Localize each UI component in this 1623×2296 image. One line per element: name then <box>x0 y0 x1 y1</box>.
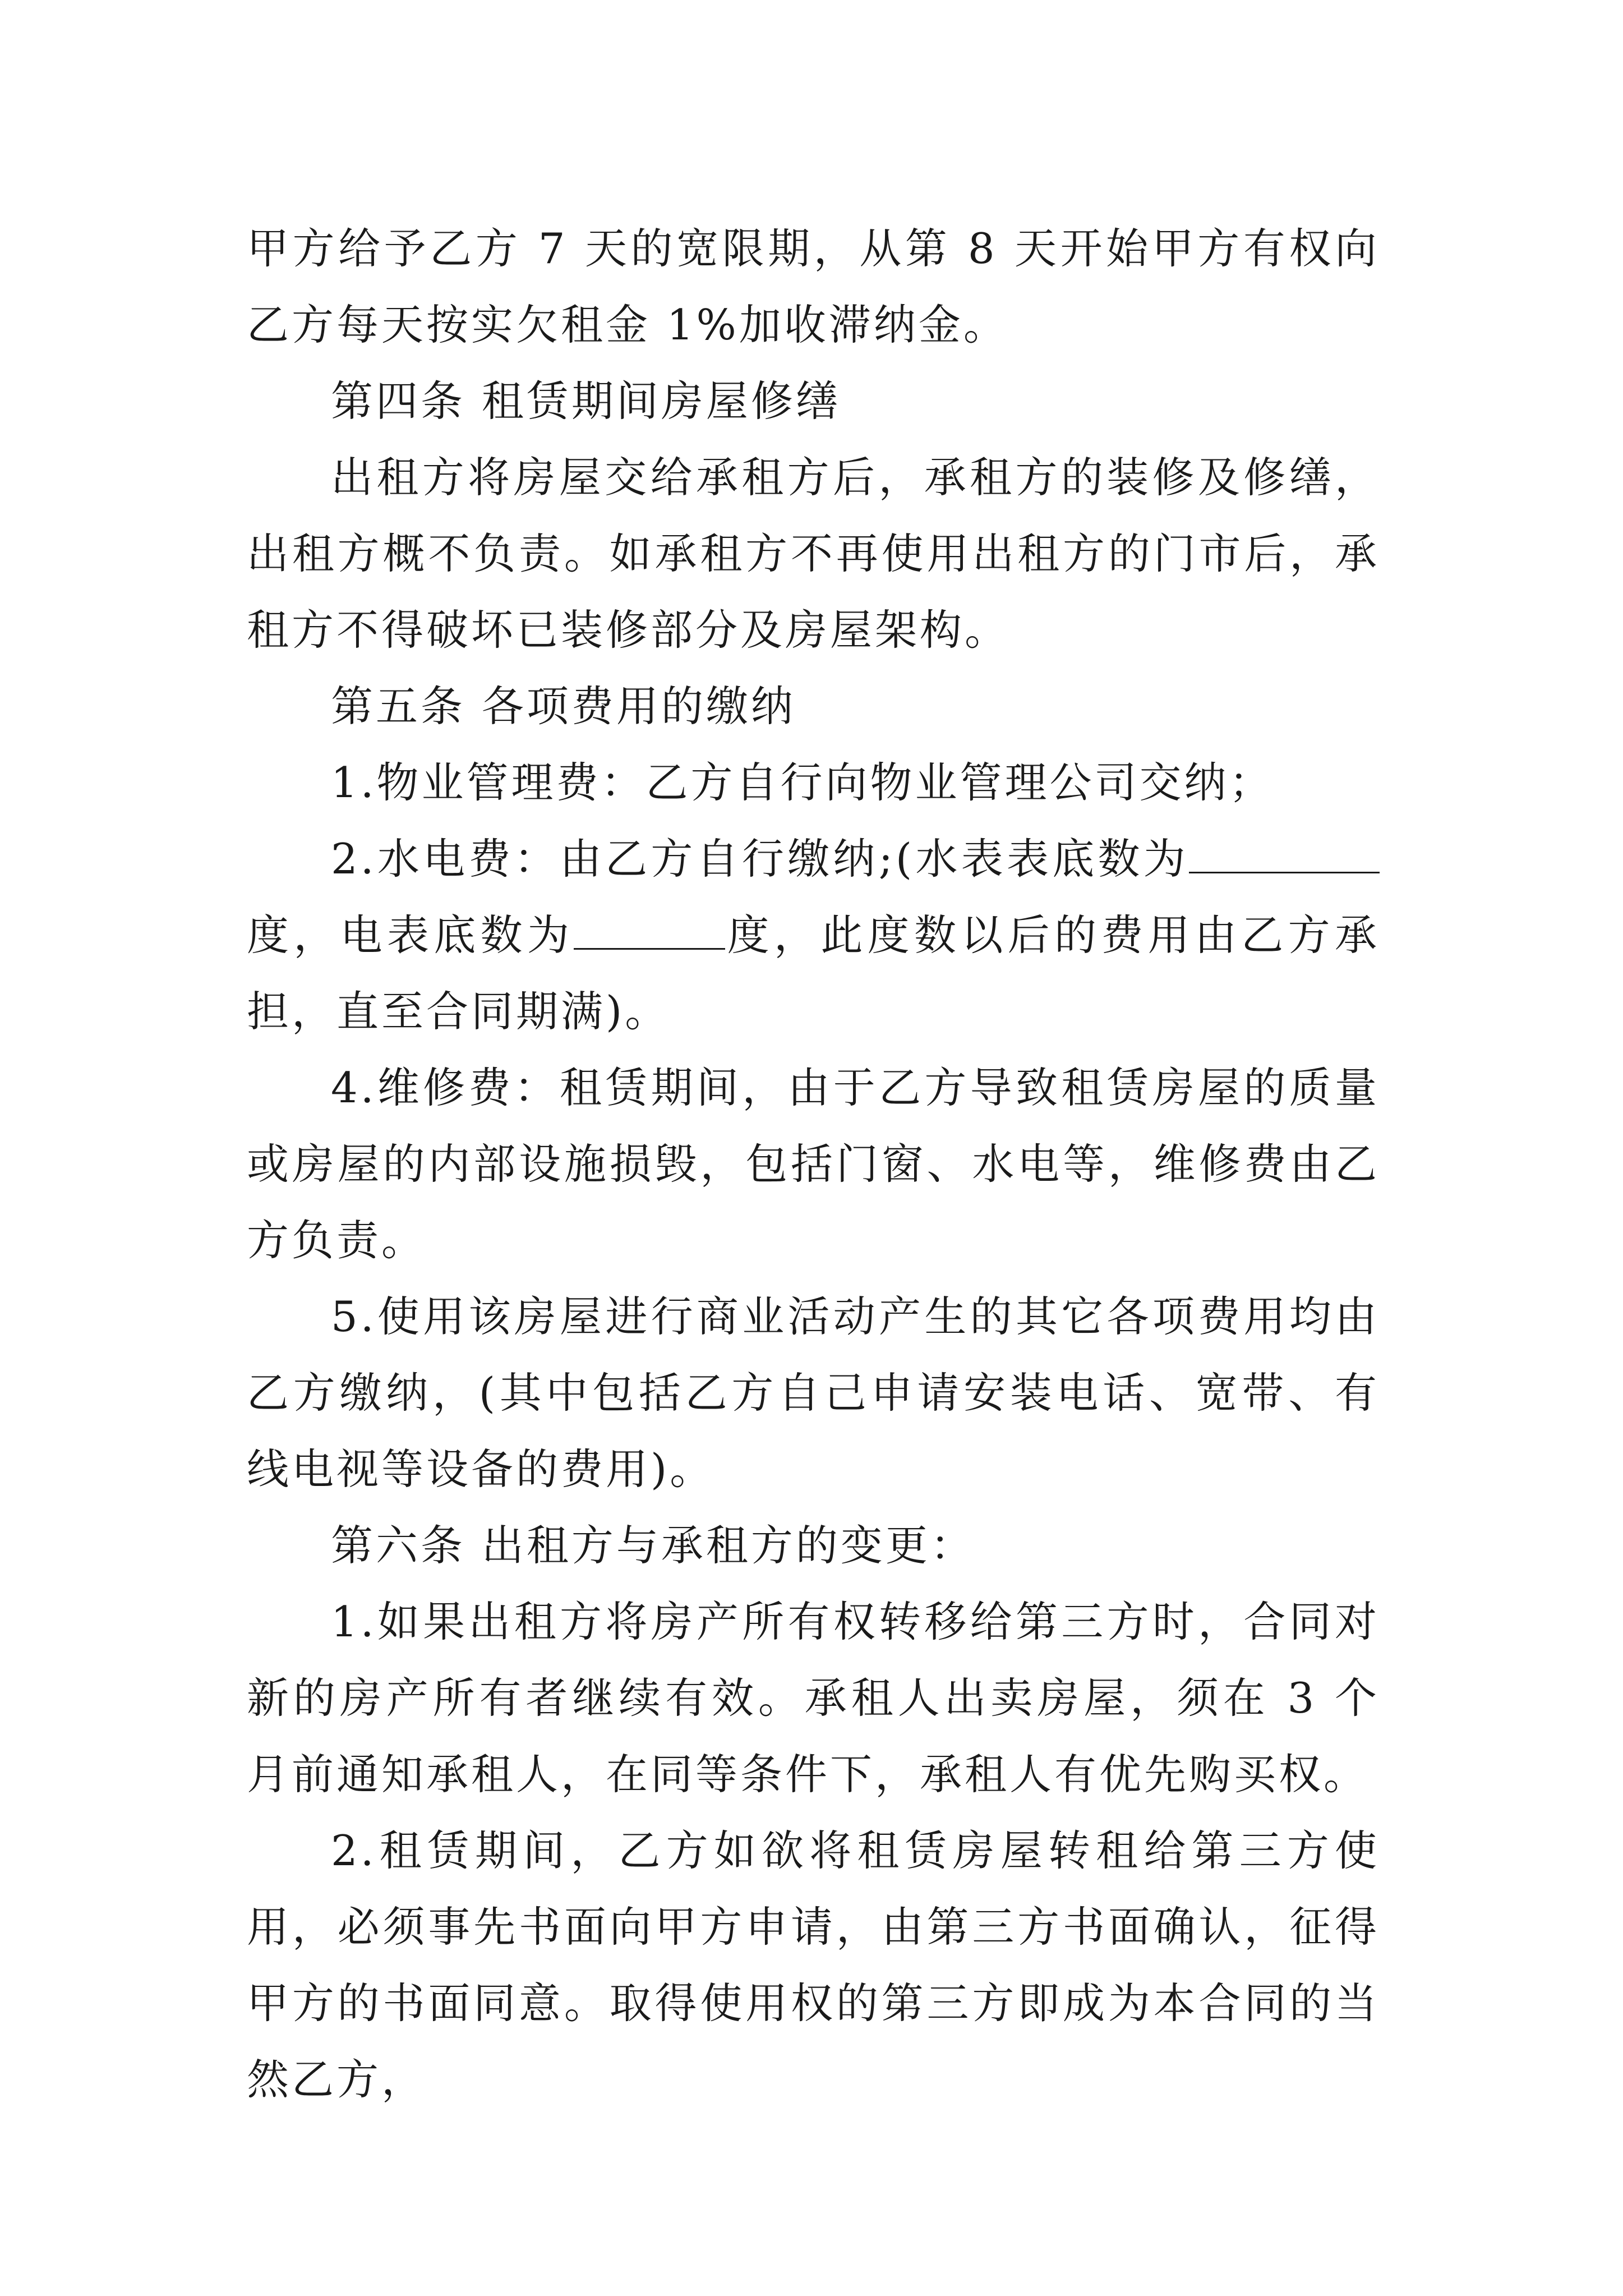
utilities-text-c: 度，此度数以后的费用由乙方承担，直至合同期满)。 <box>247 910 1380 1036</box>
electric-meter-blank <box>574 910 725 950</box>
paragraph-other-fees: 5.使用该房屋进行商业活动产生的其它各项费用均由乙方缴纳，(其中包括乙方自己申请安装电话、宽带、有线电视等设备的费用)。 <box>247 1292 1380 1494</box>
heading-article-4: 第四条 租赁期间房屋修缮 <box>331 376 841 426</box>
paragraph-grace-period: 甲方给予乙方 7 天的宽限期，从第 8 天开始甲方有权向乙方每天按实欠租金 1%加收滞纳金。 <box>247 224 1380 349</box>
utilities-text-a: 2.水电费：由乙方自行缴纳;(水表表底数为 <box>331 834 1189 884</box>
paragraph-ownership-transfer: 1.如果出租方将房产所有权转移给第三方时，合同对新的房产所有者继续有效。承租人出卖房屋，须在 3 个月前通知承租人，在同等条件下，承租人有优先购买权。 <box>247 1597 1380 1799</box>
heading-article-6: 第六条 出租方与承租方的变更： <box>331 1521 975 1570</box>
paragraph-maintenance: 4.维修费：租赁期间，由于乙方导致租赁房屋的质量或房屋的内部设施损毁，包括门窗、水电等，维修费由乙方负责。 <box>247 1063 1380 1265</box>
paragraph-property-fee: 1.物业管理费：乙方自行向物业管理公司交纳； <box>331 758 1274 807</box>
water-meter-blank <box>1189 834 1380 874</box>
paragraph-utilities <box>247 821 1380 1050</box>
paragraph-repairs: 出租方将房屋交给承租方后，承租方的装修及修缮，出租方概不负责。如承租方不再使用出租方的门市后，承租方不得破坏已装修部分及房屋架构。 <box>247 453 1380 655</box>
paragraph-sublease: 2.租赁期间，乙方如欲将租赁房屋转租给第三方使用，必须事先书面向甲方申请，由第三方书面确认，征得甲方的书面同意。取得使用权的第三方即成为本合同的当然乙方， <box>247 1826 1380 2104</box>
utilities-text-b: 度，电表底数为 <box>247 910 574 960</box>
document-body <box>247 210 1380 2118</box>
heading-article-5: 第五条 各项费用的缴纳 <box>331 682 796 731</box>
